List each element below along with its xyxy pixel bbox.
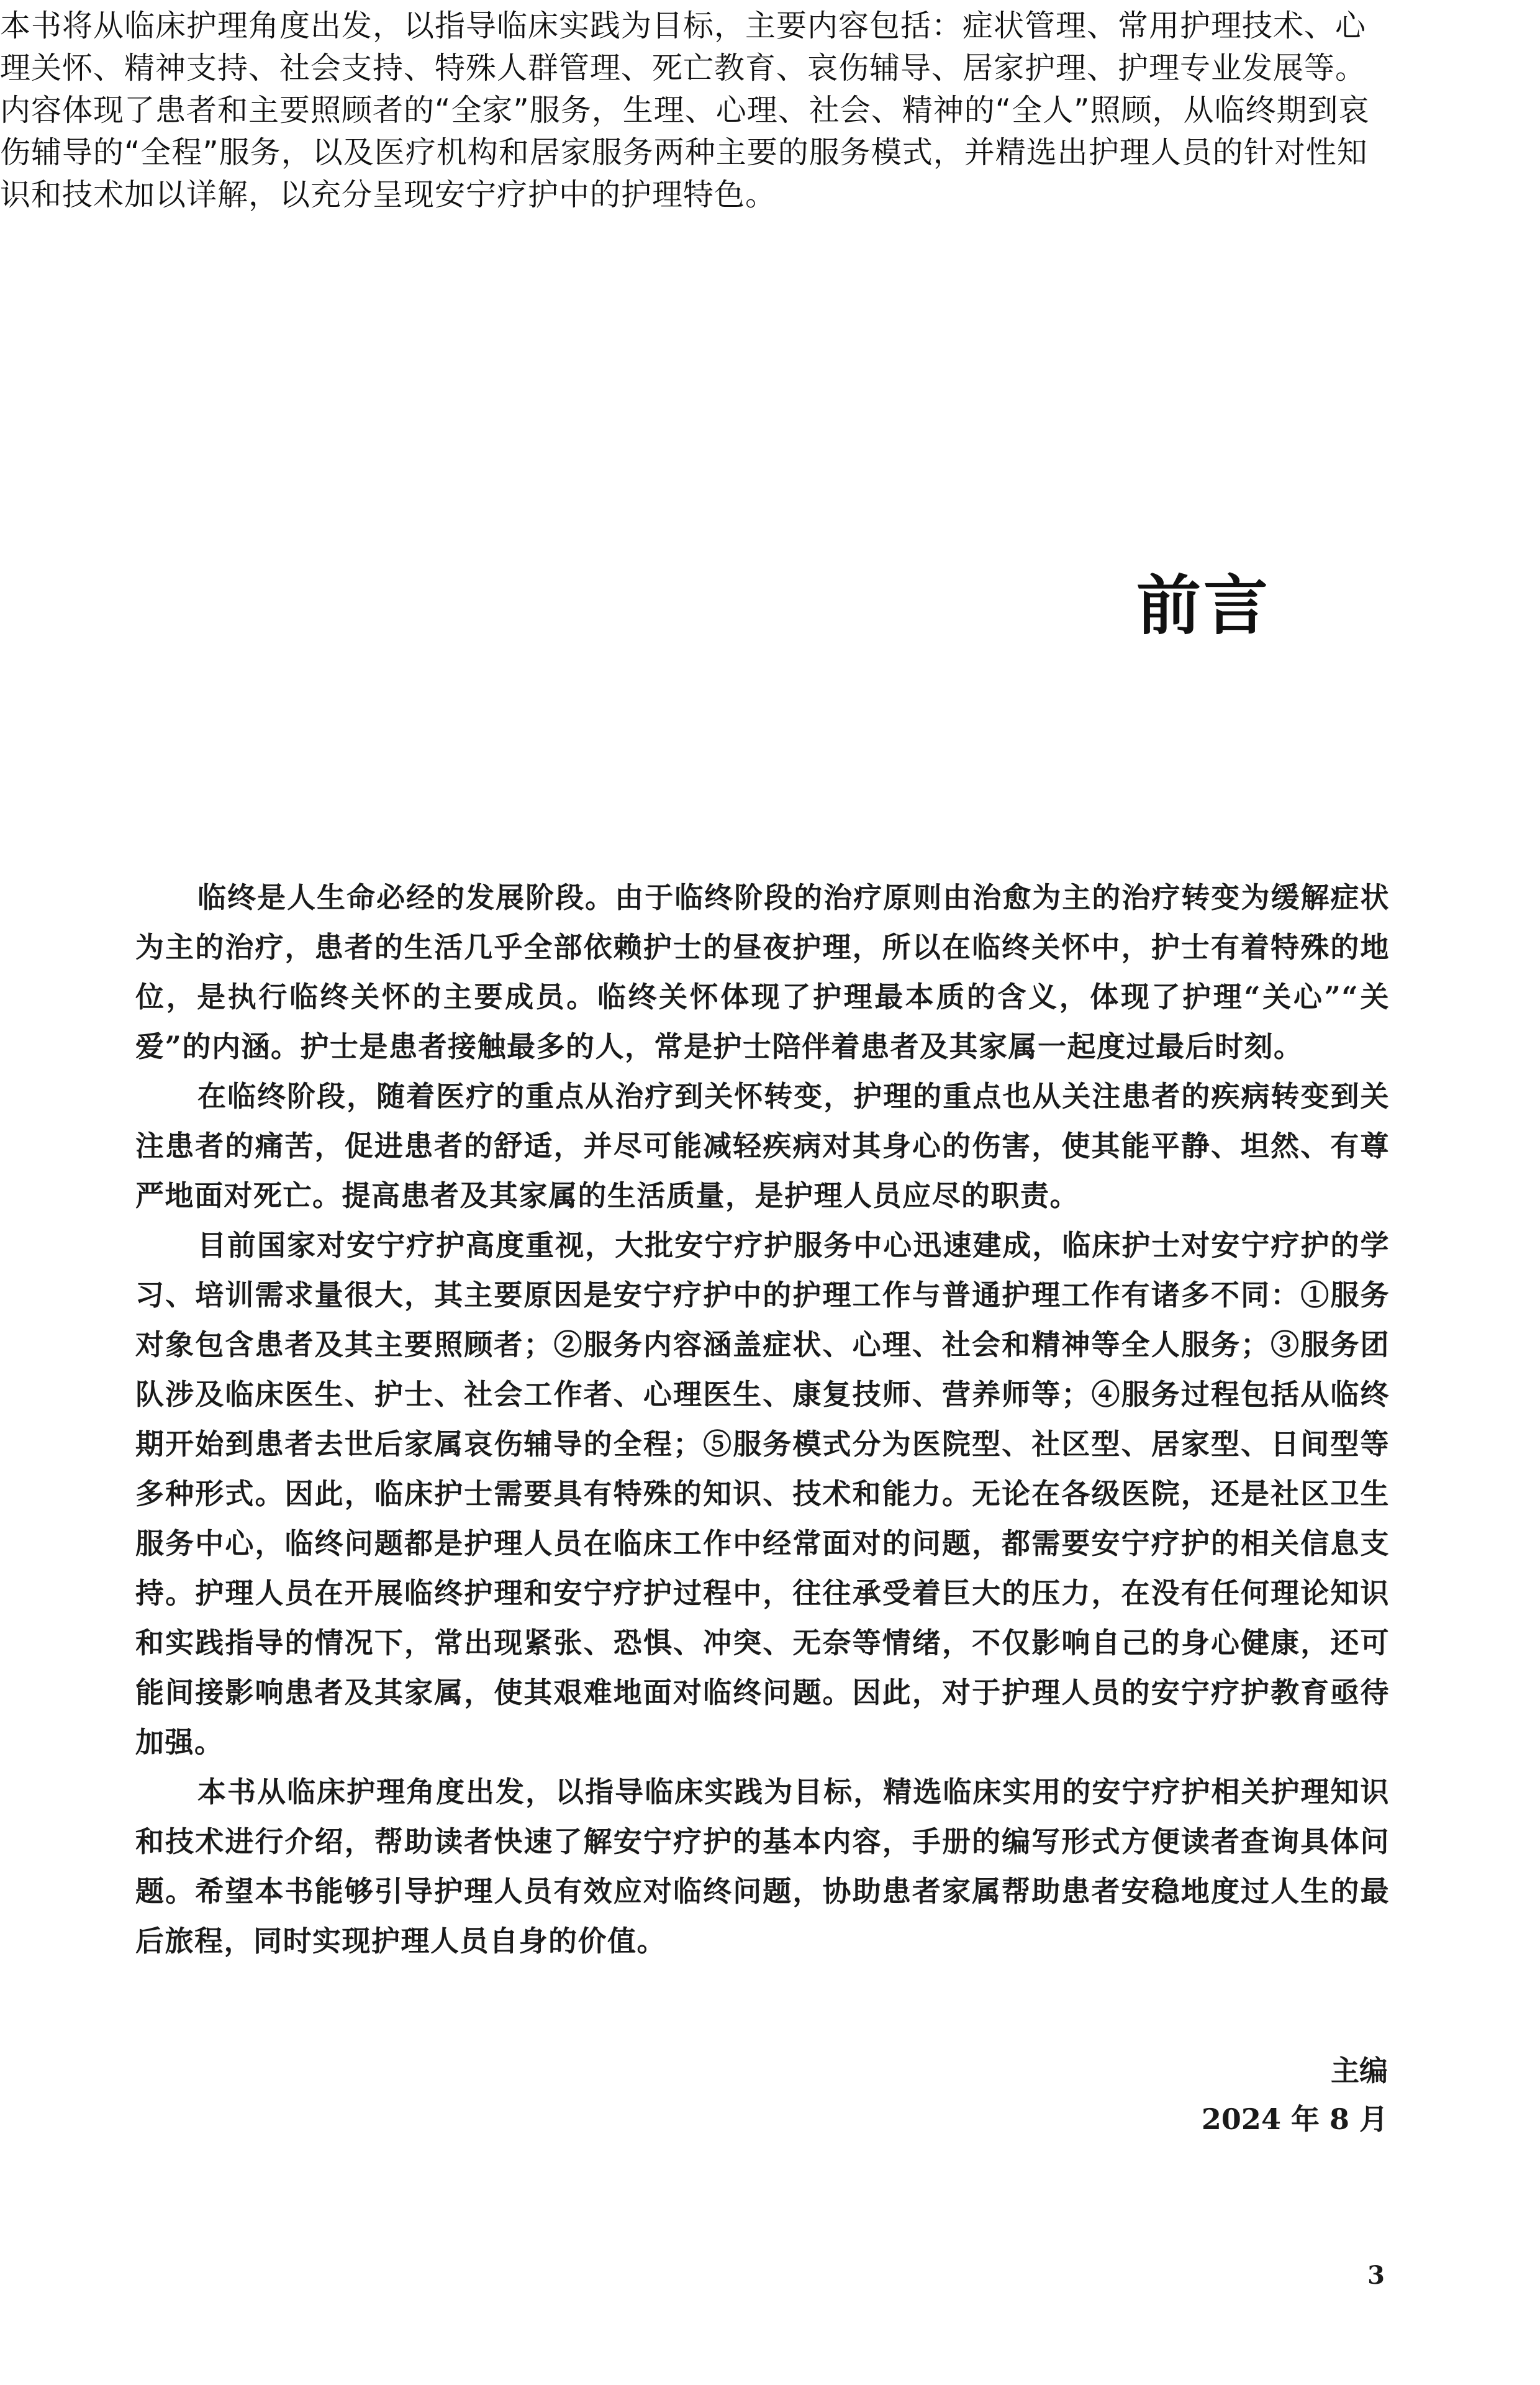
preface-paragraph: 在临终阶段，随着医疗的重点从治疗到关怀转变，护理的重点也从关注患者的疾病转变到关注患者的痛苦，促进患者的舒适，并尽可能减轻疾病对其身心的伤害，使其能平静、坦然、有尊严地面对死亡。提高患者及其家属的生活质量，是护理人员应尽的职责。 [135,1079,1390,1212]
preface-paragraph: 临终是人生命必经的发展阶段。由于临终阶段的治疗原则由治愈为主的治疗转变为缓解症状为主的治疗，患者的生活几乎全部依赖护士的昼夜护理，所以在临终关怀中，护士有着特殊的地位，是执行临终关怀的主要成员。临终关怀体现了护理最本质的含义，体现了护理“关心”“关爱”的内涵。护士是患者接触最多的人，常是护士陪伴着患者及其家属一起度过最后时刻。 [135,881,1390,1063]
signature-date: 2024 年 8 月 [1201,2102,1388,2136]
book-summary: 本书将从临床护理角度出发，以指导临床实践为目标，主要内容包括：症状管理、常用护理技术、心理关怀、精神支持、社会支持、特殊人群管理、死亡教育、哀伤辅导、居家护理、护理专业发展等。内容体现了患者和主要照顾者的“全家”服务，生理、心理、社会、精神的“全人”照顾，从临终期到哀伤辅导的“全程”服务，以及医疗机构和居家服务两种主要的服务模式，并精选出护理人员的针对性知识和技术加以详解，以充分呈现安宁疗护中的护理特色。 [0,8,1370,212]
signature-editor: 主编 [1331,2054,1388,2087]
signature-block [1202,2047,1388,2143]
preface-paragraph: 本书从临床护理角度出发，以指导临床实践为目标，精选临床实用的安宁疗护相关护理知识和技术进行介绍，帮助读者快速了解安宁疗护的基本内容，手册的编写形式方便读者查询具体问题。希望本书能够引导护理人员有效应对临终问题，协助患者家属帮助患者安稳地度过人生的最后旅程，同时实现护理人员自身的价值。 [135,1775,1390,1958]
preface-paragraph: 目前国家对安宁疗护高度重视，大批安宁疗护服务中心迅速建成，临床护士对安宁疗护的学习、培训需求量很大，其主要原因是安宁疗护中的护理工作与普通护理工作有诸多不同：①服务对象包含患者及其主要照顾者；②服务内容涵盖症状、心理、社会和精神等全人服务；③服务团队涉及临床医生、护士、社会工作者、心理医生、康复技师、营养师等；④服务过程包括从临终期开始到患者去世后家属哀伤辅导的全程；⑤服务模式分为医院型、社区型、居家型、日间型等多种形式。因此，临床护士需要具有特殊的知识、技术和能力。无论在各级医院，还是社区卫生服务中心，临终问题都是护理人员在临床工作中经常面对的问题，都需要安宁疗护的相关信息支持。护理人员在开展临终护理和安宁疗护过程中，往往承受着巨大的压力，在没有任何理论知识和实践指导的情况下，常出现紧张、恐惧、冲突、无奈等情绪，不仅影响自己的身心健康，还可能间接影响患者及其家属，使其艰难地面对临终问题。因此，对于护理人员的安宁疗护教育亟待加强。 [135,1229,1390,1759]
page-title: 前言 [1136,567,1271,643]
page-number: 3 [1367,2261,1385,2290]
preface-body [135,873,1390,1966]
